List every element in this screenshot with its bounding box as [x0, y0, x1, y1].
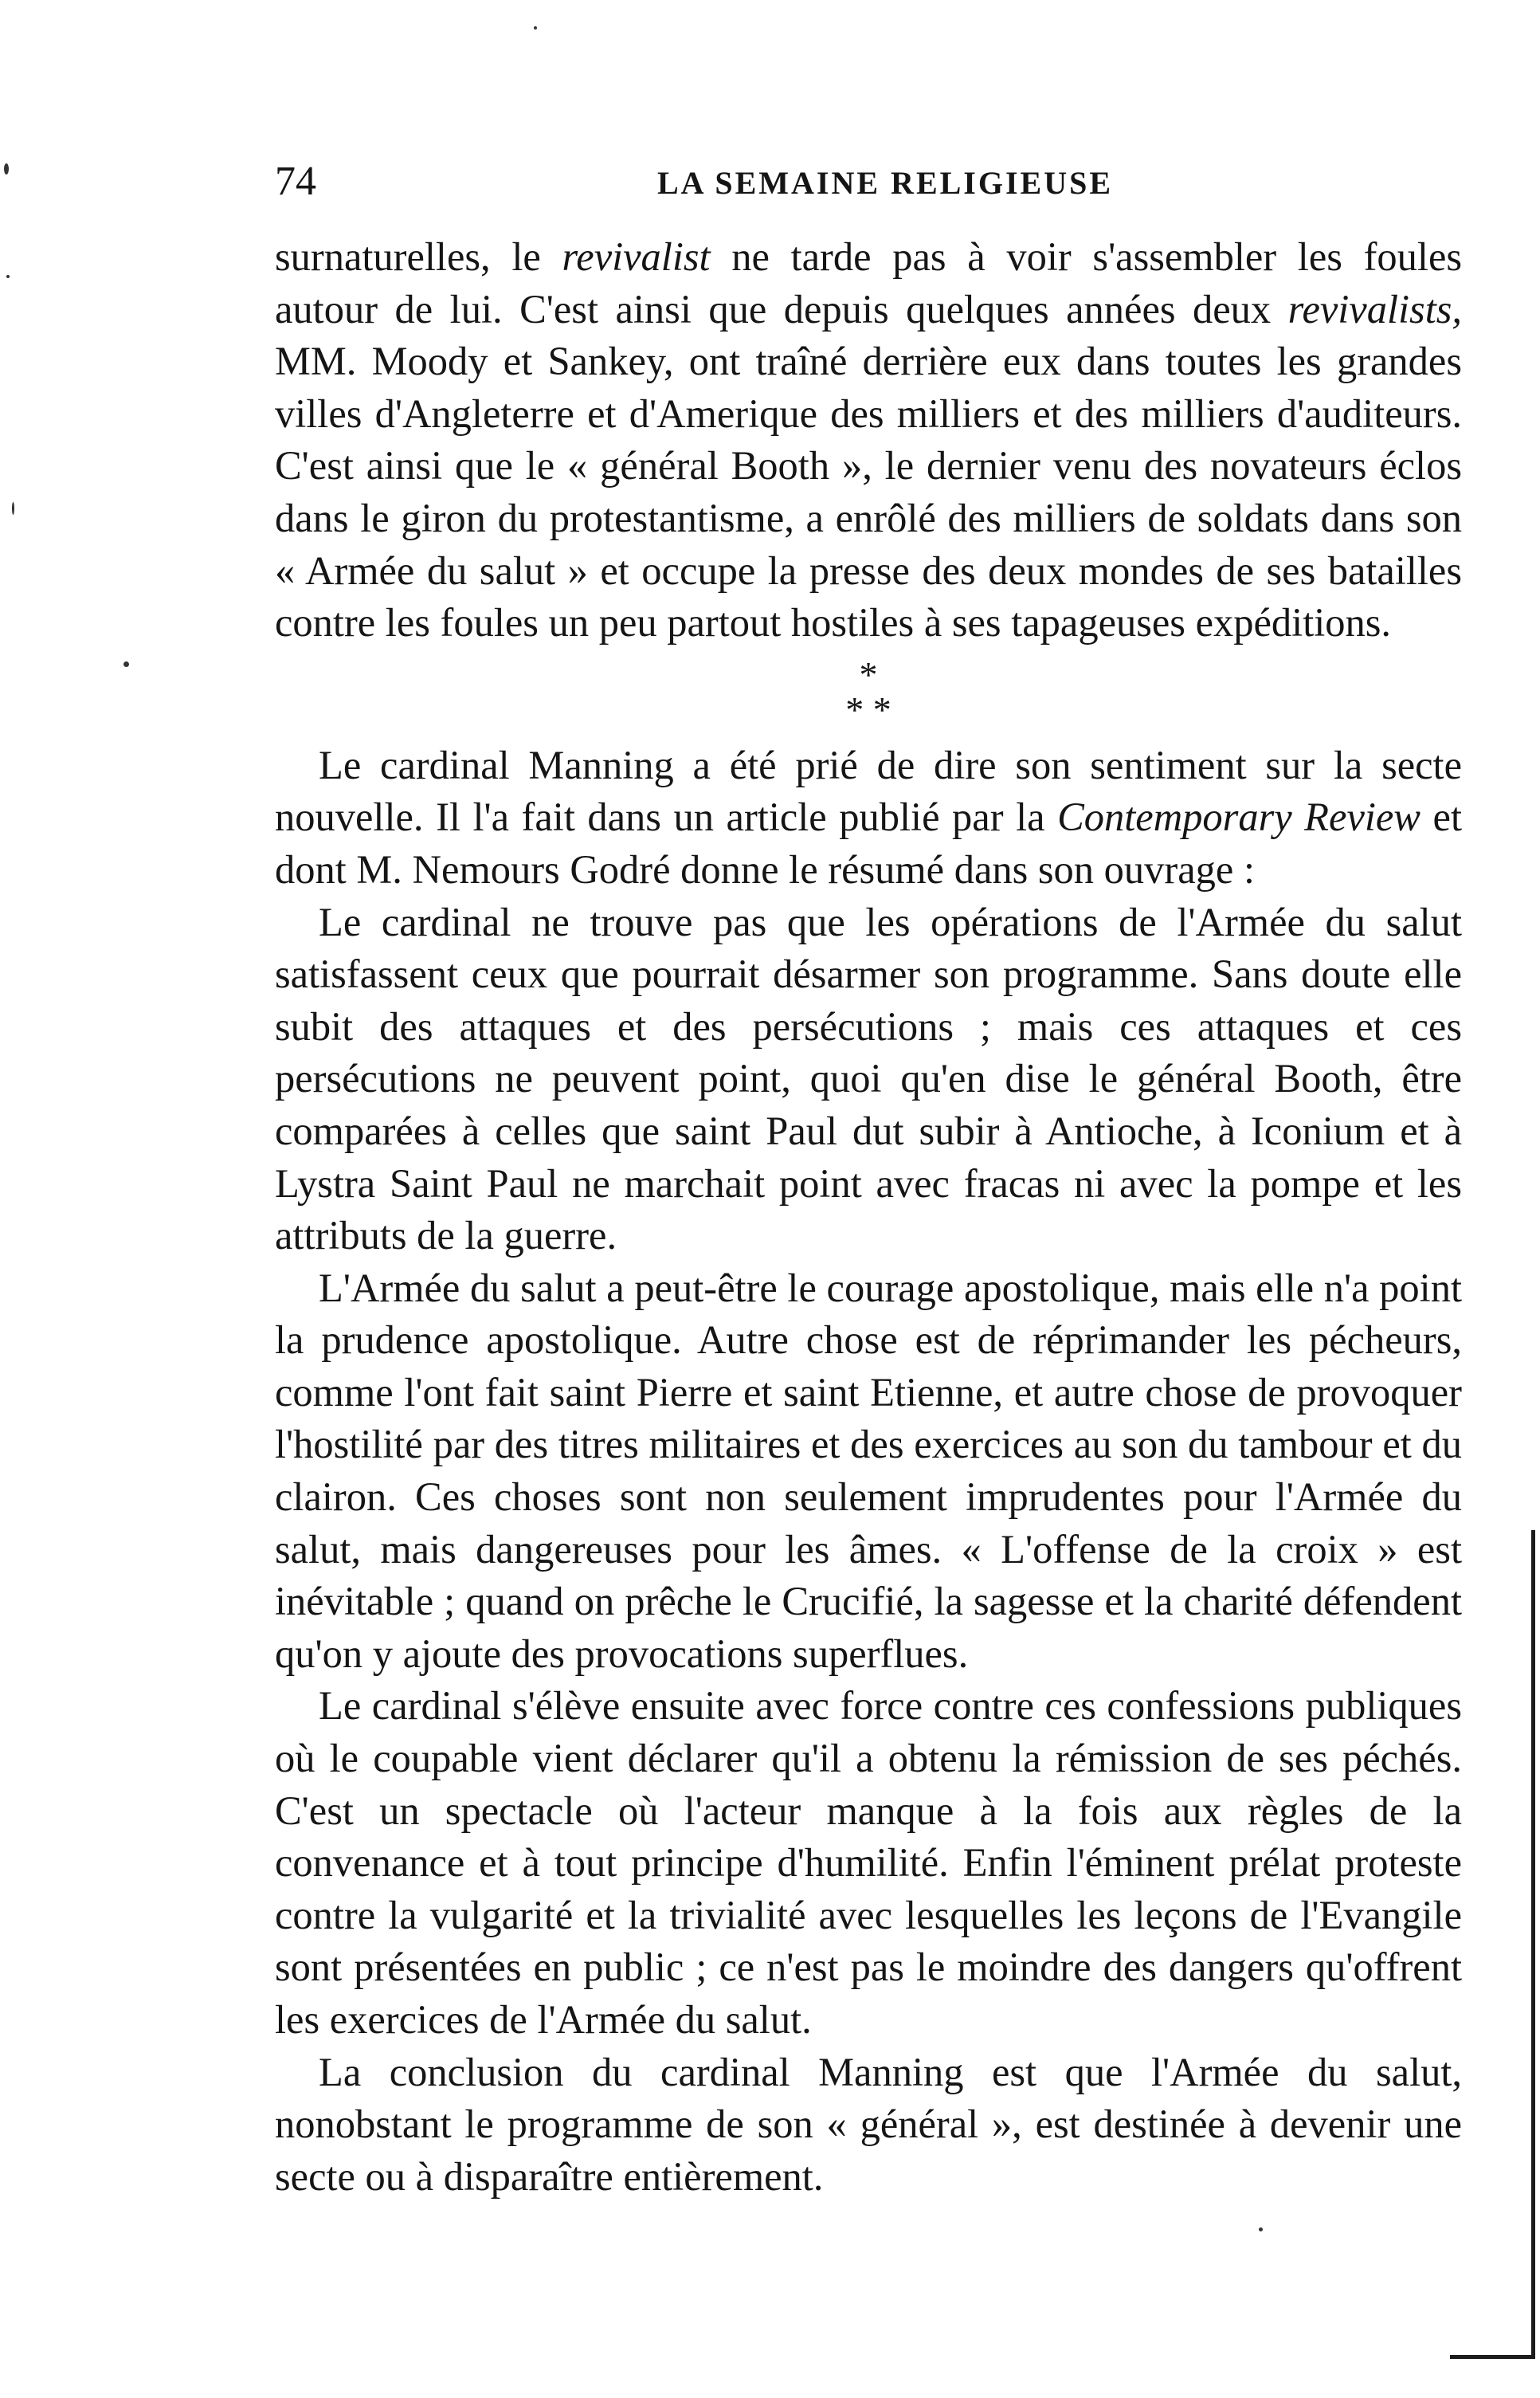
scan-speck [12, 502, 14, 515]
body-text [275, 231, 1462, 2203]
italic-term: revivalist [562, 234, 711, 279]
scan-speck [6, 275, 10, 278]
scan-edge-right [1531, 1530, 1535, 2359]
scan-speck [534, 26, 537, 29]
paragraph-6: La conclusion du cardinal Manning est que l'Armée du salut, nonobstant le programme de son « général », est destinée à devenir une secte ou à disparaître entièrement. [275, 2049, 1462, 2199]
page-header [275, 158, 1470, 214]
running-title: LA SEMAINE RELIGIEUSE [657, 165, 1114, 201]
paragraph-3: Le cardinal ne trouve pas que les opérations de l'Armée du salut satisfassent ceux que pourrait désarmer son programme. Sans doute elle subit des attaques et des persécutions ; mais ces attaques et ces persécutions ne peuvent point, quoi qu'en dise le général Booth, être comparées à celles que saint Paul dut subir à Antioche, à Iconium et à Lystra Saint Paul ne marchait point avec fracas ni avec la pompe et les attributs de la guerre. [275, 899, 1462, 1258]
scan-speck [1259, 2227, 1263, 2231]
page-number: 74 [275, 159, 316, 204]
paragraph-1: surnaturelles, le revivalist ne tarde pas à voir s'assembler les foules autour de lui. C'est ainsi que depuis quelques années deux revivalists, MM. Moody et Sankey, ont traîné derrière eux dans toutes les grandes villes d'Angleterre et d'Amerique des milliers et des milliers d'auditeurs. C'est ainsi que le « général Booth », le dernier venu des novateurs éclos dans le giron du protestantisme, a enrôlé des milliers de soldats dans son « Armée du salut » et occupe la presse des deux mondes de ses batailles contre les foules un peu partout hostiles à ses tapageuses expéditions. [275, 234, 1463, 646]
scan-speck [123, 661, 129, 667]
italic-term: revivalists, [1287, 286, 1462, 332]
paragraph-2: Le cardinal Manning a été prié de dire son sentiment sur la secte nouvelle. Il l'a fait dans un article publié par la Contemporary Review et dont M. Nemours Godré donne le résumé dans son ouvrage : [275, 742, 1462, 892]
section-divider-asterism: * * * [845, 653, 891, 730]
paragraph-5: Le cardinal s'élève ensuite avec force contre ces confessions publiques où le coupable vient déclarer qu'il a obtenu la rémission de ses péchés. C'est un spectacle où l'acteur manque à la fois aux règles de la convenance et à tout principe d'humilité. Enfin l'éminent prélat proteste contre la vulgarité et la trivialité avec lesquelles les leçons de l'Evangile sont présentées en public ; ce n'est pas le moindre des dangers qu'offrent les exercices de l'Armée du salut. [275, 1683, 1462, 2042]
scan-edge-bottom [1450, 2355, 1535, 2359]
scan-speck [4, 163, 9, 175]
journal-title: Contemporary Review [1057, 795, 1420, 840]
paragraph-4: L'Armée du salut a peut-être le courage apostolique, mais elle n'a point la prudence apostolique. Autre chose est de réprimander les pécheurs, comme l'ont fait saint Pierre et saint Etienne, et autre chose de provoquer l'hostilité par des titres militaires et des exercices au son du tambour et du clairon. Ces choses sont non seulement imprudentes pour l'Armée du salut, mais dangereuses pour les âmes. « L'offense de la croix » est inévitable ; quand on prêche le Crucifié, la sagesse et la charité défendent qu'on y ajoute des provocations superflues. [275, 1265, 1462, 1676]
